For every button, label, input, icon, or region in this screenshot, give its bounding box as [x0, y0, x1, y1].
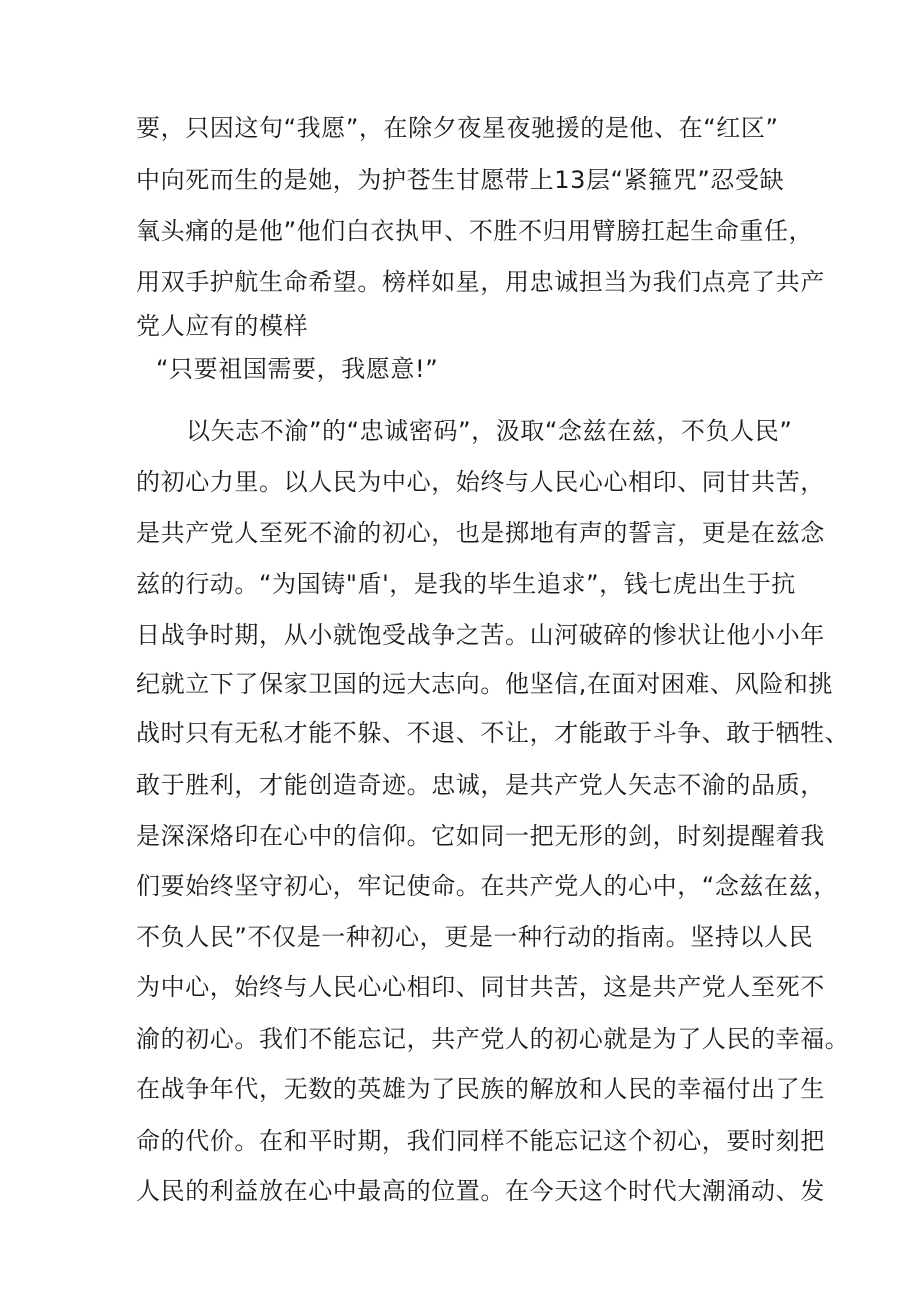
- text-line: 的初心力里。以人民为中心，始终与人民心心相印、同甘共苦，: [136, 468, 825, 496]
- text-line: 纪就立下了保家卫国的远大志向。他坚信,在面对困难、风险和挑: [136, 670, 834, 698]
- text-line: 在战争年代，无数的英雄为了民族的解放和人民的幸福付出了生: [136, 1075, 825, 1103]
- text-line: 要，只因这句“我愿”，在除夕夜星夜驰援的是他、在“红区”: [136, 114, 779, 142]
- quote-line: “只要祖国需要，我愿意!”: [156, 355, 439, 383]
- text-line: 以矢志不渝”的“忠诚密码”，汲取“念兹在兹，不负人民”: [186, 417, 793, 445]
- text-line: 为中心，始终与人民心心相印、同甘共苦，这是共产党人至死不: [136, 973, 825, 1001]
- text-line: 氧头痛的是他”他们白衣执甲、不胜不归用臂膀扛起生命重任，: [136, 217, 814, 245]
- text-line: 命的代价。在和平时期，我们同样不能忘记这个初心，要时刻把: [136, 1127, 825, 1155]
- text-line: 用双手护航生命希望。榜样如星，用忠诚担当为我们点亮了共产: [136, 268, 825, 296]
- text-line: 战时只有无私才能不躲、不退、不让，才能敢于斗争、敢于牺牲、: [136, 719, 850, 747]
- text-line: 不负人民”不仅是一种初心，更是一种行动的指南。坚持以人民: [136, 923, 814, 951]
- text-line: 人民的利益放在心中最高的位置。在今天这个时代大潮涌动、发: [136, 1177, 825, 1205]
- text-line: 是深深烙印在心中的信仰。它如同一把无形的剑，时刻提醒着我: [136, 822, 825, 850]
- text-line: 是共产党人至死不渝的初心，也是掷地有声的誓言，更是在兹念: [136, 519, 825, 547]
- text-line: 敢于胜利，才能创造奇迹。忠诚，是共产党人矢志不渝的品质，: [136, 771, 825, 799]
- text-line: 党人应有的模样: [136, 312, 309, 340]
- text-line: 兹的行动。“为国铸"盾'，是我的毕生追求”，钱七虎出生于抗: [136, 570, 796, 598]
- text-line: 渝的初心。我们不能忘记，共产党人的初心就是为了人民的幸福。: [136, 1025, 850, 1053]
- text-line: 中向死而生的是她，为护苍生甘愿带上13层“紧箍咒”忍受缺: [136, 166, 785, 194]
- text-line: 们要始终坚守初心，牢记使命。在共产党人的心中，“念兹在兹，: [136, 872, 838, 900]
- text-line: 日战争时期，从小就饱受战争之苦。山河破碎的惨状让他小小年: [136, 621, 825, 649]
